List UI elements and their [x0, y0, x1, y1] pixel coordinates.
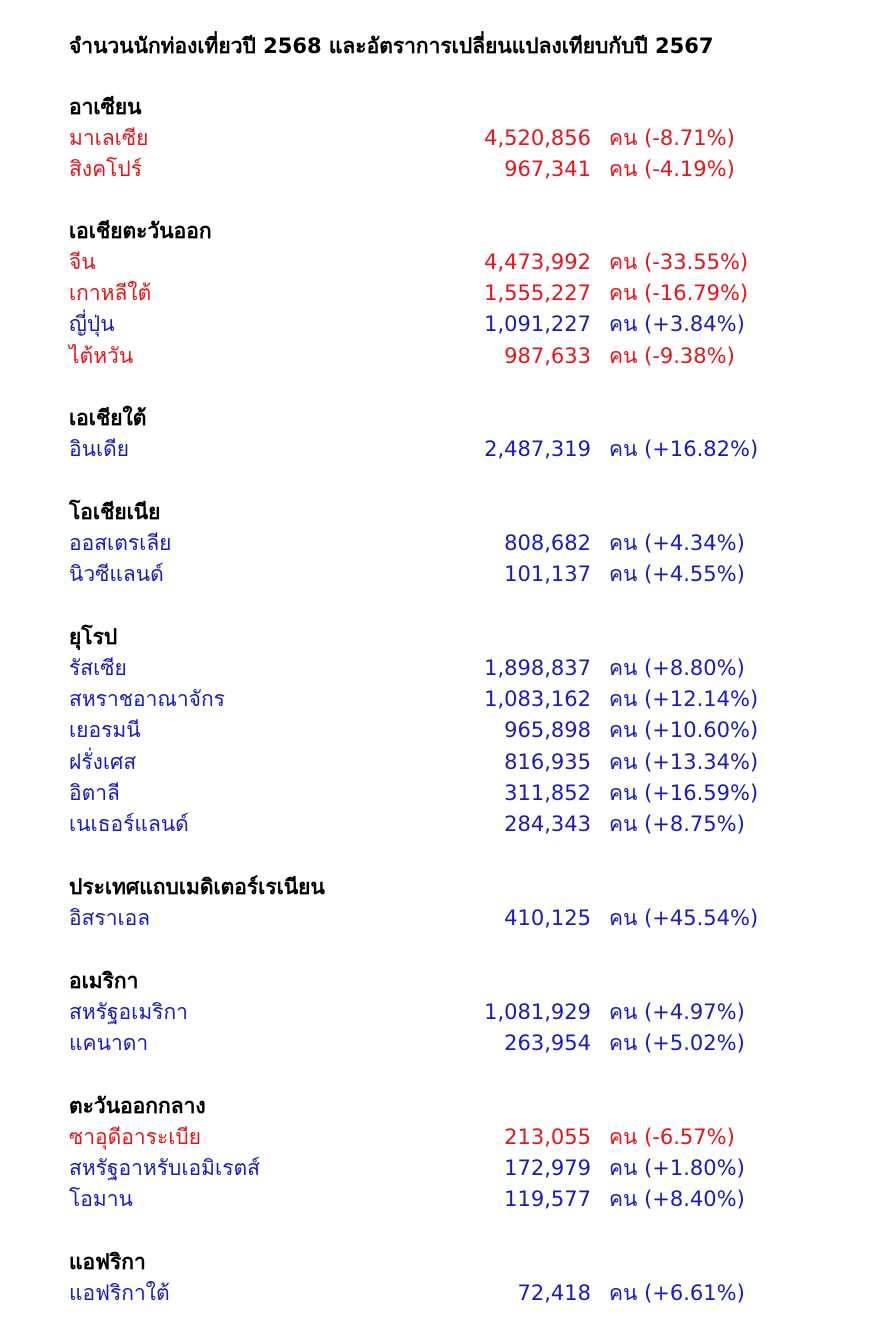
country-name: ญี่ปุ่น [69, 312, 115, 337]
region-section [69, 1247, 849, 1309]
visitor-count: 808,682 [504, 531, 591, 555]
visitor-count: 967,341 [504, 157, 591, 182]
country-name: อินเดีย [69, 437, 130, 461]
region-section [69, 872, 849, 934]
country-row [69, 715, 849, 746]
unit-label: คน [609, 1031, 638, 1056]
country-row [69, 434, 849, 465]
visitor-count: 284,343 [504, 811, 591, 836]
change-percent: (+16.59%) [644, 780, 759, 805]
visitor-count: 72,418 [517, 1281, 591, 1305]
region-section [69, 497, 849, 590]
change-percent: (-4.19%) [644, 157, 735, 182]
change-percent: (+5.02%) [644, 1031, 745, 1056]
unit-label: คน [609, 749, 638, 774]
unit-label: คน [609, 811, 638, 836]
change-percent: (+45.54%) [644, 906, 759, 930]
country-name: ซาอุดีอาระเบีย [69, 1125, 202, 1149]
unit-label: คน [609, 906, 638, 930]
unit-label: คน [609, 718, 638, 743]
country-name: สิงคโปร์ [69, 157, 143, 182]
region-heading: ตะวันออกกลาง [69, 1094, 206, 1118]
region-section [69, 92, 849, 185]
page-title: จำนวนนักท่องเที่ยวปี 2568 และอัตราการเปลี่ยนแปลงเทียบกับปี 2567 [69, 34, 714, 58]
visitor-count: 4,473,992 [484, 250, 591, 274]
region-heading: ยุโรป [69, 625, 118, 649]
change-percent: (+4.34%) [644, 531, 745, 555]
country-row [69, 809, 849, 840]
change-percent: (+3.84%) [644, 312, 745, 337]
region-heading: ประเทศแถบเมดิเตอร์เรเนียน [69, 875, 325, 899]
country-row [69, 1153, 849, 1184]
change-percent: (+13.34%) [644, 749, 759, 774]
unit-label: คน [609, 562, 638, 587]
change-percent: (+8.75%) [644, 811, 745, 836]
visitor-count: 213,055 [504, 1125, 591, 1149]
visitor-count: 101,137 [504, 562, 591, 587]
unit-label: คน [609, 687, 638, 712]
region-section [69, 1091, 849, 1216]
country-row [69, 747, 849, 778]
country-name: อิตาลี [69, 780, 120, 805]
country-name: ออสเตรเลีย [69, 531, 172, 555]
country-row [69, 1122, 849, 1153]
region-heading: แอฟริกา [69, 1250, 146, 1274]
visitor-count: 987,633 [504, 343, 591, 368]
change-percent: (-9.38%) [644, 343, 735, 368]
visitor-count: 1,555,227 [484, 281, 591, 306]
unit-label: คน [609, 343, 638, 368]
visitor-count: 1,898,837 [484, 656, 591, 680]
country-row [69, 341, 849, 372]
country-row [69, 528, 849, 559]
region-heading: อเมริกา [69, 969, 139, 993]
unit-label: คน [609, 312, 638, 337]
country-name: สหราชอาณาจักร [69, 687, 225, 712]
region-heading: โอเชียเนีย [69, 500, 161, 524]
unit-label: คน [609, 250, 638, 274]
country-name: เกาหลีใต้ [69, 281, 152, 306]
visitor-count: 1,081,929 [484, 1000, 591, 1024]
country-row [69, 154, 849, 185]
country-name: มาเลเซีย [69, 126, 149, 150]
country-row [69, 778, 849, 809]
unit-label: คน [609, 656, 638, 680]
visitor-count: 1,083,162 [484, 687, 591, 712]
country-name: โอมาน [69, 1187, 133, 1212]
country-row [69, 997, 849, 1028]
visitor-count: 410,125 [504, 906, 591, 930]
country-name: สหรัฐอาหรับเอมิเรตส์ [69, 1156, 260, 1181]
visitor-count: 172,979 [504, 1156, 591, 1181]
unit-label: คน [609, 157, 638, 182]
country-name: ฝรั่งเศส [69, 749, 137, 774]
change-percent: (+8.80%) [644, 656, 745, 680]
change-percent: (+10.60%) [644, 718, 759, 743]
change-percent: (-8.71%) [644, 126, 735, 150]
visitor-count: 263,954 [504, 1031, 591, 1056]
unit-label: คน [609, 1156, 638, 1181]
country-row [69, 903, 849, 934]
visitor-count: 2,487,319 [484, 437, 591, 461]
country-row [69, 559, 849, 590]
unit-label: คน [609, 1187, 638, 1212]
country-name: เนเธอร์แลนด์ [69, 811, 189, 836]
change-percent: (+12.14%) [644, 687, 759, 712]
visitor-count: 1,091,227 [484, 312, 591, 337]
country-row [69, 278, 849, 309]
unit-label: คน [609, 1000, 638, 1024]
country-name: แคนาดา [69, 1031, 149, 1056]
country-name: จีน [69, 250, 96, 274]
country-row [69, 309, 849, 340]
region-section [69, 622, 849, 840]
unit-label: คน [609, 531, 638, 555]
country-row [69, 123, 849, 154]
country-name: แอฟริกาใต้ [69, 1281, 170, 1305]
change-percent: (+8.40%) [644, 1187, 745, 1212]
unit-label: คน [609, 126, 638, 150]
visitor-count: 816,935 [504, 749, 591, 774]
country-name: รัสเซีย [69, 656, 127, 680]
country-row [69, 653, 849, 684]
unit-label: คน [609, 281, 638, 306]
country-row [69, 1278, 849, 1309]
unit-label: คน [609, 1281, 638, 1305]
visitor-count: 4,520,856 [484, 126, 591, 150]
country-name: อิสราเอล [69, 906, 151, 930]
change-percent: (-6.57%) [644, 1125, 735, 1149]
visitor-count: 119,577 [504, 1187, 591, 1212]
region-heading: เอเชียตะวันออก [69, 219, 212, 243]
visitor-count: 311,852 [504, 780, 591, 805]
country-row [69, 1184, 849, 1215]
change-percent: (+1.80%) [644, 1156, 745, 1181]
country-name: สหรัฐอเมริกา [69, 1000, 188, 1024]
country-row [69, 1028, 849, 1059]
country-row [69, 684, 849, 715]
region-section [69, 403, 849, 465]
change-percent: (+4.55%) [644, 562, 745, 587]
country-name: เยอรมนี [69, 718, 141, 743]
region-heading: เอเชียใต้ [69, 406, 147, 430]
region-section [69, 216, 849, 372]
country-name: ไต้หวัน [69, 343, 134, 368]
change-percent: (-16.79%) [644, 281, 749, 306]
change-percent: (+6.61%) [644, 1281, 745, 1305]
unit-label: คน [609, 1125, 638, 1149]
region-section [69, 966, 849, 1059]
change-percent: (-33.55%) [644, 250, 749, 274]
unit-label: คน [609, 780, 638, 805]
country-name: นิวซีแลนด์ [69, 562, 164, 587]
country-row [69, 247, 849, 278]
change-percent: (+16.82%) [644, 437, 759, 461]
visitor-count: 965,898 [504, 718, 591, 743]
unit-label: คน [609, 437, 638, 461]
change-percent: (+4.97%) [644, 1000, 745, 1024]
region-heading: อาเซียน [69, 95, 142, 119]
